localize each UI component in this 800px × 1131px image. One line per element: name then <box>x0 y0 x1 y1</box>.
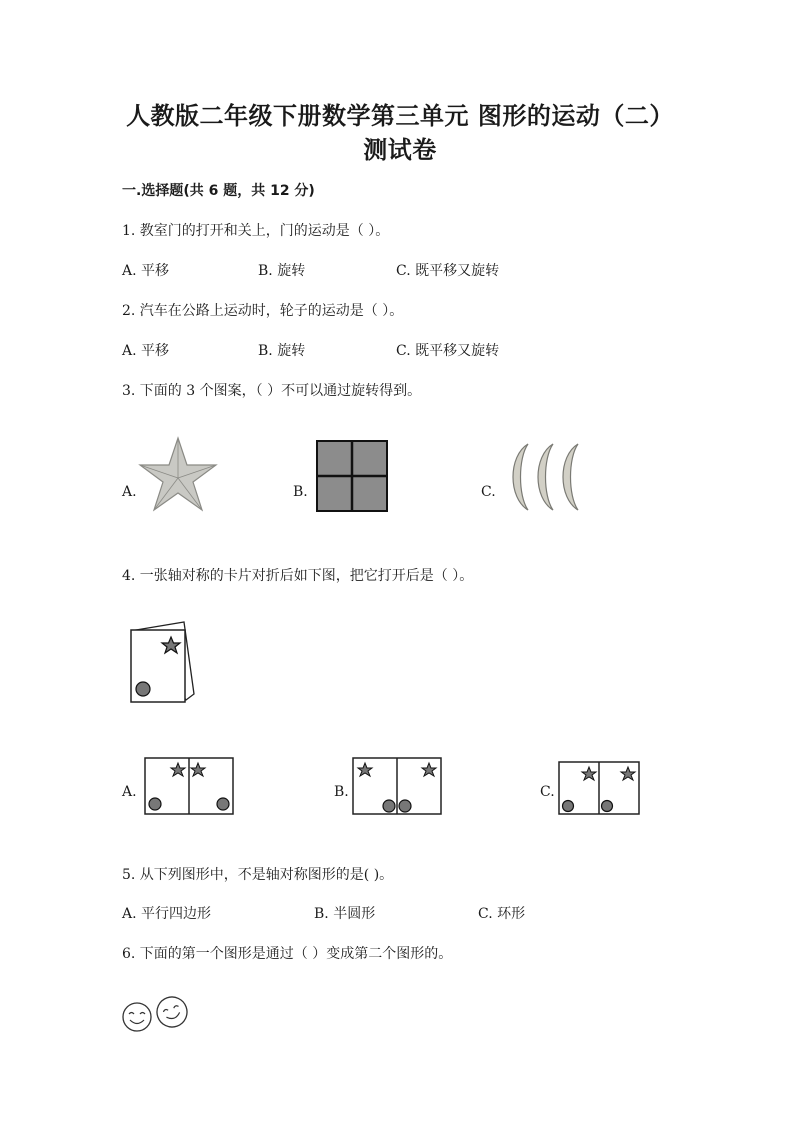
page-title-line2: 测试卷 <box>363 136 437 164</box>
folded-card <box>128 620 200 706</box>
unfolded-card-a <box>144 757 234 815</box>
question-3: 3. 下面的 3 个图案，（ ）不可以通过旋转得到。 <box>122 383 422 399</box>
q2-option-a[interactable]: A. 平移 <box>122 343 170 359</box>
smiley-face <box>121 1001 153 1033</box>
question-6: 6. 下面的第一个图形是通过（ ）变成第二个图形的。 <box>122 946 453 962</box>
star-icon <box>138 436 218 512</box>
smiley-face-rotated <box>155 995 189 1029</box>
q2-option-b[interactable]: B. 旋转 <box>258 343 306 359</box>
q2-option-c[interactable]: C. 既平移又旋转 <box>396 343 500 359</box>
q1-option-c[interactable]: C. 既平移又旋转 <box>396 263 500 279</box>
q4-option-c-label[interactable]: C. <box>540 784 555 800</box>
question-2: 2. 汽车在公路上运动时，轮子的运动是（ ）。 <box>122 303 404 319</box>
question-1: 1. 教室门的打开和关上，门的运动是（ ）。 <box>122 223 390 239</box>
question-4: 4. 一张轴对称的卡片对折后如下图，把它打开后是（ ）。 <box>122 568 474 584</box>
q4-option-a-label[interactable]: A. <box>122 784 137 800</box>
q3-option-a-label[interactable]: A. <box>122 484 137 500</box>
q1-option-b[interactable]: B. 旋转 <box>258 263 306 279</box>
q3-option-b-label[interactable]: B. <box>293 484 308 500</box>
q4-option-b-label[interactable]: B. <box>334 784 349 800</box>
question-5: 5. 从下列图形中，不是轴对称图形的是( )。 <box>122 867 394 883</box>
q1-option-a[interactable]: A. 平移 <box>122 263 170 279</box>
page-title-line1: 人教版二年级下册数学第三单元 图形的运动（二） <box>126 102 674 130</box>
q5-option-c[interactable]: C. 环形 <box>478 906 526 922</box>
four-squares <box>316 440 388 512</box>
three-crescents <box>504 442 584 512</box>
q5-option-b[interactable]: B. 半圆形 <box>314 906 376 922</box>
unfolded-card-b <box>352 757 442 815</box>
section-heading: 一.选择题(共 6 题，共 12 分) <box>122 183 315 199</box>
q3-option-c-label[interactable]: C. <box>481 484 496 500</box>
unfolded-card-c <box>558 761 640 815</box>
q5-option-a[interactable]: A. 平行四边形 <box>122 906 212 922</box>
